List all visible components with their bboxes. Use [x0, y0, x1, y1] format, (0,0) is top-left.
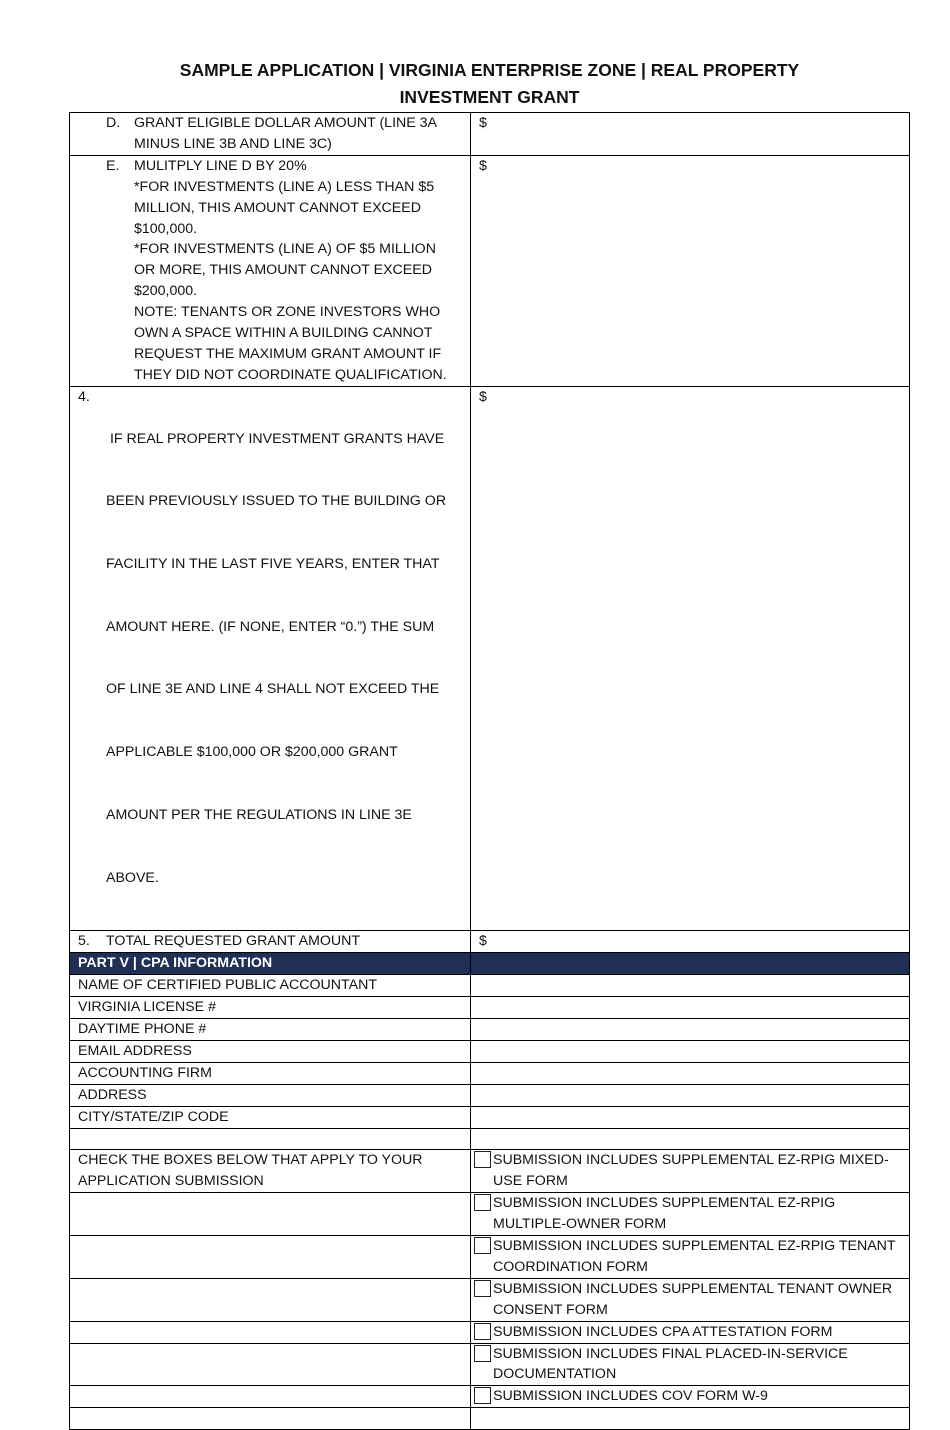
grant-form-table [69, 112, 910, 1430]
cpa-field-row [70, 1018, 910, 1040]
address-label: ADDRESS [70, 1084, 471, 1106]
line-4-marker: 4. [78, 388, 90, 405]
checklist-row [70, 1236, 910, 1279]
tenant-coordination-checkbox[interactable] [474, 1237, 491, 1254]
line-4-text: FACILITY IN THE LAST FIVE YEARS, ENTER THAT [106, 556, 440, 573]
line-e-amount-field[interactable]: $ [471, 155, 910, 386]
line-4-text: OF LINE 3E AND LINE 4 SHALL NOT EXCEED THE [106, 681, 440, 698]
tenant-owner-consent-option[interactable]: SUBMISSION INCLUDES SUPPLEMENTAL TENANT OWNER CONSENT FORM [479, 1279, 901, 1321]
line-4-text: IF REAL PROPERTY INVESTMENT GRANTS HAVE [106, 430, 445, 447]
address-input[interactable] [471, 1084, 910, 1106]
page-title [70, 57, 909, 111]
city-state-zip-label: CITY/STATE/ZIP CODE [70, 1106, 471, 1128]
multiple-owner-checkbox[interactable] [474, 1194, 491, 1211]
total-grant-amount-field[interactable]: $ [471, 931, 910, 953]
multiple-owner-option[interactable]: SUBMISSION INCLUDES SUPPLEMENTAL EZ-RPIG MULTIPLE-OWNER FORM [479, 1193, 901, 1235]
part-v-header: PART V | CPA INFORMATION [70, 953, 471, 975]
checklist-row [70, 1343, 910, 1386]
line-e-text: REQUEST THE MAXIMUM GRANT AMOUNT IF [134, 345, 442, 362]
cpa-name-input[interactable] [471, 975, 910, 997]
checklist-row [70, 1150, 910, 1193]
line-d-text: GRANT ELIGIBLE DOLLAR AMOUNT (LINE 3A [134, 115, 438, 131]
line-e-text: $200,000. [134, 283, 198, 300]
line-4-text: APPLICABLE $100,000 OR $200,000 GRANT [106, 744, 398, 761]
line-e-text: THEY DID NOT COORDINATE QUALIFICATION. [134, 366, 447, 383]
line-d-row [70, 113, 910, 156]
line-5-marker: 5. [78, 933, 90, 950]
line-e-text: MULITPLY LINE D BY 20% [134, 157, 307, 174]
line-4-amount-field[interactable]: $ [471, 386, 910, 931]
firm-input[interactable] [471, 1062, 910, 1084]
line-e-marker: E. [106, 157, 120, 174]
line-4-text: BEEN PREVIOUSLY ISSUED TO THE BUILDING OR [106, 493, 447, 510]
phone-label: DAYTIME PHONE # [70, 1018, 471, 1040]
cpa-field-row [70, 975, 910, 997]
checklist-row [70, 1386, 910, 1408]
cpa-field-row [70, 1084, 910, 1106]
line-5-label [70, 931, 471, 953]
line-e-text: *FOR INVESTMENTS (LINE A) LESS THAN $5 [134, 178, 435, 195]
checklist-row [70, 1193, 910, 1236]
city-state-zip-input[interactable] [471, 1106, 910, 1128]
line-e-label [70, 155, 471, 386]
email-label: EMAIL ADDRESS [70, 1040, 471, 1062]
firm-label: ACCOUNTING FIRM [70, 1062, 471, 1084]
cpa-attestation-checkbox[interactable] [474, 1323, 491, 1340]
line-e-text: OWN A SPACE WITHIN A BUILDING CANNOT [134, 325, 433, 342]
line-5-text: TOTAL REQUESTED GRANT AMOUNT [106, 933, 361, 950]
checklist-row [70, 1278, 910, 1321]
line-d-amount-field[interactable]: $ [471, 113, 910, 156]
line-e-text: $100,000. [134, 220, 198, 237]
cpa-field-row [70, 1062, 910, 1084]
checklist-row [70, 1321, 910, 1343]
cpa-attestation-option[interactable]: SUBMISSION INCLUDES CPA ATTESTATION FORM [479, 1322, 901, 1343]
phone-input[interactable] [471, 1018, 910, 1040]
w9-option[interactable]: SUBMISSION INCLUDES COV FORM W-9 [479, 1386, 901, 1407]
blank-row [70, 1408, 910, 1430]
tenant-owner-consent-checkbox[interactable] [474, 1280, 491, 1297]
license-input[interactable] [471, 997, 910, 1019]
line-4-label [70, 386, 471, 931]
title-line-1: SAMPLE APPLICATION | VIRGINIA ENTERPRISE ZONE | REAL PROPERTY [179, 60, 800, 80]
cpa-name-label: NAME OF CERTIFIED PUBLIC ACCOUNTANT [70, 975, 471, 997]
mixed-use-option[interactable]: SUBMISSION INCLUDES SUPPLEMENTAL EZ-RPIG MIXED- USE FORM [479, 1150, 901, 1192]
line-d-marker: D. [106, 115, 121, 131]
line-d-label [70, 113, 471, 156]
license-label: VIRGINIA LICENSE # [70, 997, 471, 1019]
line-e-text: *FOR INVESTMENTS (LINE A) OF $5 MILLION [134, 241, 436, 258]
line-5-row [70, 931, 910, 953]
cpa-field-row [70, 997, 910, 1019]
placed-in-service-checkbox[interactable] [474, 1345, 491, 1362]
line-e-text: MILLION, THIS AMOUNT CANNOT EXCEED [134, 199, 421, 216]
tenant-coordination-option[interactable]: SUBMISSION INCLUDES SUPPLEMENTAL EZ-RPIG TENANT COORDINATION FORM [479, 1236, 901, 1278]
w9-checkbox[interactable] [474, 1387, 491, 1404]
line-4-text: ABOVE. [106, 869, 159, 886]
line-4-row [70, 386, 910, 931]
blank-row [70, 1128, 910, 1150]
cpa-field-row [70, 1040, 910, 1062]
checklist-prompt: CHECK THE BOXES BELOW THAT APPLY TO YOUR APPLICATION SUBMISSION [70, 1150, 471, 1193]
placed-in-service-option[interactable]: SUBMISSION INCLUDES FINAL PLACED-IN-SERVICE DOCUMENTATION [479, 1344, 901, 1386]
email-input[interactable] [471, 1040, 910, 1062]
line-d-text: MINUS LINE 3B AND LINE 3C) [134, 135, 332, 152]
line-4-text: AMOUNT HERE. (IF NONE, ENTER “0.”) THE SUM [106, 618, 435, 635]
line-e-text: OR MORE, THIS AMOUNT CANNOT EXCEED [134, 262, 432, 279]
cpa-field-row [70, 1106, 910, 1128]
title-line-2: INVESTMENT GRANT [399, 87, 580, 107]
line-e-row [70, 155, 910, 386]
line-4-text: AMOUNT PER THE REGULATIONS IN LINE 3E [106, 806, 412, 823]
part-v-header-row [70, 953, 910, 975]
mixed-use-checkbox[interactable] [474, 1151, 491, 1168]
line-e-text: NOTE: TENANTS OR ZONE INVESTORS WHO [134, 304, 441, 321]
